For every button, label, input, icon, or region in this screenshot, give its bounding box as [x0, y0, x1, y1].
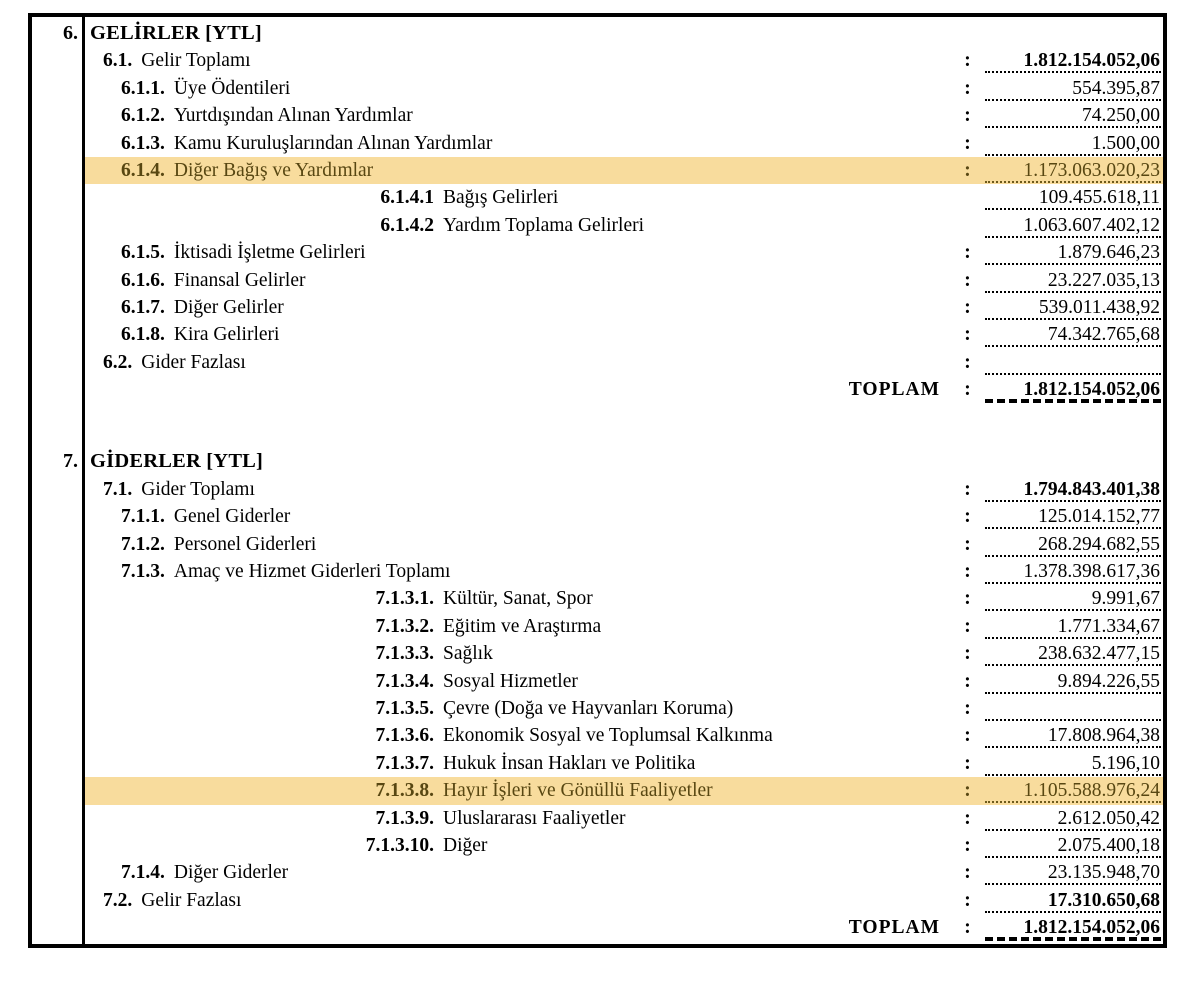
row-colon: : — [964, 725, 971, 747]
row-value: 17.808.964,38 — [985, 722, 1161, 748]
row-value — [985, 695, 1161, 721]
row-value: 1.879.646,23 — [985, 239, 1161, 265]
table-row — [85, 750, 1163, 777]
row-number: 7.1.1. — [121, 506, 165, 528]
row-value: 9.991,67 — [985, 585, 1161, 611]
row-colon: : — [964, 242, 971, 264]
row-number: 7.1.3.5. — [375, 697, 434, 719]
row-label-area — [121, 267, 950, 294]
section-title: GİDERLER [YTL] — [90, 450, 264, 473]
row-number: 6.1.4. — [121, 159, 165, 181]
section-7 — [63, 448, 1163, 941]
row-label: Yardım Toplama Gelirleri — [443, 214, 645, 236]
row-label-area — [103, 349, 950, 376]
row-label: Çevre (Doğa ve Hayvanları Koruma) — [443, 697, 734, 719]
row-number: 7.1.3.3. — [375, 643, 434, 665]
row-number: 7.2. — [103, 889, 133, 911]
row-value: 1.794.843.401,38 — [985, 476, 1161, 502]
total-colon: : — [964, 917, 971, 939]
section-number: 7. — [63, 450, 78, 473]
row-label-area — [85, 832, 950, 859]
row-value: 554.395,87 — [985, 75, 1161, 101]
table-row — [85, 859, 1163, 886]
section-header — [63, 20, 1163, 47]
row-value: 74.342.765,68 — [985, 321, 1161, 347]
row-label-area — [85, 750, 950, 777]
table-row — [85, 321, 1163, 348]
table-row — [85, 832, 1163, 859]
row-value: 9.894.226,55 — [985, 668, 1161, 694]
table-row — [85, 722, 1163, 749]
row-label: Diğer Giderler — [173, 862, 289, 884]
row-label: Diğer — [443, 834, 488, 856]
row-number: 6.1.4.1 — [380, 187, 434, 209]
table-row — [85, 531, 1163, 558]
row-colon: : — [964, 889, 971, 911]
row-label-area — [103, 887, 950, 914]
row-colon: : — [964, 670, 971, 692]
table-row — [85, 294, 1163, 321]
row-value: 238.632.477,15 — [985, 640, 1161, 666]
table-row — [85, 47, 1163, 74]
row-label: Üye Ödentileri — [173, 77, 291, 99]
row-number: 7.1.3.10. — [365, 834, 434, 856]
row-number: 7.1.2. — [121, 533, 165, 555]
table-row — [85, 887, 1163, 914]
row-value: 2.075.400,18 — [985, 832, 1161, 858]
row-label-area — [121, 321, 950, 348]
row-label: Kamu Kuruluşlarından Alınan Yardımlar — [173, 132, 493, 154]
row-label-area — [103, 476, 950, 503]
row-label-area — [121, 130, 950, 157]
row-label-area — [85, 212, 950, 239]
table-row — [85, 212, 1163, 239]
total-label-area — [85, 914, 950, 941]
table-row — [85, 805, 1163, 832]
row-value: 109.455.618,11 — [985, 184, 1161, 210]
row-label: Gider Fazlası — [141, 351, 246, 373]
row-number: 6.2. — [103, 351, 133, 373]
row-label: Gelir Toplamı — [141, 50, 251, 72]
row-value — [985, 349, 1161, 375]
table-row — [85, 102, 1163, 129]
row-label: Diğer Gelirler — [173, 296, 284, 318]
row-colon: : — [964, 159, 971, 181]
row-number: 7.1.3.1. — [375, 588, 434, 610]
row-number: 6.1.6. — [121, 269, 165, 291]
row-label-area — [85, 640, 950, 667]
row-colon: : — [964, 478, 971, 500]
row-label-area — [121, 558, 950, 585]
row-number: 6.1.7. — [121, 296, 165, 318]
table-row — [85, 613, 1163, 640]
row-label-area — [85, 777, 950, 804]
table-row — [85, 130, 1163, 157]
row-label-area — [121, 859, 950, 886]
row-label: Eğitim ve Araştırma — [443, 615, 602, 637]
row-value: 1.500,00 — [985, 130, 1161, 156]
row-label: Amaç ve Hizmet Giderleri Toplamı — [173, 561, 451, 583]
row-colon: : — [964, 643, 971, 665]
section-header — [63, 448, 1163, 475]
total-value: 1.812.154.052,06 — [985, 914, 1161, 941]
row-colon: : — [964, 752, 971, 774]
row-label: Bağış Gelirleri — [443, 187, 559, 209]
row-colon: : — [964, 615, 971, 637]
row-label: Genel Giderler — [173, 506, 291, 528]
row-number: 6.1.8. — [121, 324, 165, 346]
row-number: 6.1.1. — [121, 77, 165, 99]
row-colon: : — [964, 269, 971, 291]
row-colon: : — [964, 862, 971, 884]
row-label-area — [121, 294, 950, 321]
row-value: 5.196,10 — [985, 750, 1161, 776]
row-colon: : — [964, 132, 971, 154]
row-colon: : — [964, 50, 971, 72]
row-number: 7.1. — [103, 478, 133, 500]
row-label-area — [121, 102, 950, 129]
row-value: 268.294.682,55 — [985, 531, 1161, 557]
row-label-area — [85, 613, 950, 640]
row-label: Kira Gelirleri — [173, 324, 280, 346]
row-value: 1.173.063.020,23 — [985, 157, 1161, 183]
row-value: 1.063.607.402,12 — [985, 212, 1161, 238]
row-number: 7.1.3.7. — [375, 752, 434, 774]
row-label: Diğer Bağış ve Yardımlar — [173, 159, 374, 181]
row-colon: : — [964, 506, 971, 528]
row-number: 6.1.2. — [121, 105, 165, 127]
row-label-area — [85, 184, 950, 211]
total-colon: : — [964, 379, 971, 401]
table-row — [85, 668, 1163, 695]
row-label: Gider Toplamı — [141, 478, 255, 500]
table-row-highlighted — [85, 777, 1163, 804]
row-value: 125.014.152,77 — [985, 503, 1161, 529]
row-colon: : — [964, 77, 971, 99]
row-label-area — [85, 585, 950, 612]
row-number: 7.1.3.9. — [375, 807, 434, 829]
row-value: 1.105.588.976,24 — [985, 777, 1161, 803]
row-colon: : — [964, 807, 971, 829]
row-label-area — [85, 695, 950, 722]
table-row — [85, 349, 1163, 376]
row-colon: : — [964, 351, 971, 373]
table-row — [85, 184, 1163, 211]
table-row — [85, 585, 1163, 612]
row-value: 1.378.398.617,36 — [985, 558, 1161, 584]
total-row — [85, 914, 1163, 941]
row-value: 2.612.050,42 — [985, 805, 1161, 831]
row-label-area — [121, 531, 950, 558]
row-label: Personel Giderleri — [173, 533, 317, 555]
row-label-area — [103, 47, 950, 74]
row-label: Finansal Gelirler — [173, 269, 306, 291]
row-colon: : — [964, 834, 971, 856]
row-number: 7.1.3.8. — [375, 780, 434, 802]
row-colon: : — [964, 533, 971, 555]
row-label: Ekonomik Sosyal ve Toplumsal Kalkınma — [443, 725, 773, 747]
row-label: Gelir Fazlası — [141, 889, 242, 911]
row-number: 7.1.3.2. — [375, 615, 434, 637]
total-label-area — [85, 376, 950, 403]
row-number: 7.1.4. — [121, 862, 165, 884]
row-number: 6.1. — [103, 50, 133, 72]
total-row — [85, 376, 1163, 403]
financial-statement-page — [28, 13, 1167, 948]
table-row — [85, 503, 1163, 530]
row-label-area — [121, 75, 950, 102]
row-label: Yurtdışından Alınan Yardımlar — [173, 105, 413, 127]
row-colon: : — [964, 105, 971, 127]
table-row — [85, 558, 1163, 585]
row-label-area — [121, 503, 950, 530]
section-number: 6. — [63, 22, 78, 44]
row-value: 23.227.035,13 — [985, 267, 1161, 293]
row-value: 1.812.154.052,06 — [985, 47, 1161, 73]
section-title: GELİRLER [YTL] — [90, 22, 262, 44]
row-number: 7.1.3.4. — [375, 670, 434, 692]
row-number: 7.1.3. — [121, 561, 165, 583]
row-number: 6.1.3. — [121, 132, 165, 154]
row-value: 1.771.334,67 — [985, 613, 1161, 639]
row-label-area — [121, 157, 950, 184]
table-row — [85, 239, 1163, 266]
row-label: Sosyal Hizmetler — [443, 670, 578, 692]
row-value: 23.135.948,70 — [985, 859, 1161, 885]
row-number: 6.1.4.2 — [380, 214, 434, 236]
section-6 — [63, 20, 1163, 403]
row-colon: : — [964, 780, 971, 802]
total-label: TOPLAM — [848, 917, 940, 939]
table-row — [85, 640, 1163, 667]
row-value: 539.011.438,92 — [985, 294, 1161, 320]
row-colon: : — [964, 324, 971, 346]
table-row — [85, 75, 1163, 102]
row-value: 17.310.650,68 — [985, 887, 1161, 913]
row-label: Hayır İşleri ve Gönüllü Faaliyetler — [443, 780, 713, 802]
row-label: İktisadi İşletme Gelirleri — [173, 242, 366, 264]
row-colon: : — [964, 561, 971, 583]
row-label-area — [85, 805, 950, 832]
total-label: TOPLAM — [848, 379, 940, 401]
row-colon: : — [964, 296, 971, 318]
statement-body — [63, 20, 1163, 942]
row-label: Uluslararası Faaliyetler — [443, 807, 626, 829]
row-colon: : — [964, 588, 971, 610]
row-label-area — [85, 722, 950, 749]
table-row — [85, 267, 1163, 294]
row-value: 74.250,00 — [985, 102, 1161, 128]
row-label-area — [85, 668, 950, 695]
table-row-highlighted — [85, 157, 1163, 184]
row-label: Hukuk İnsan Hakları ve Politika — [443, 752, 696, 774]
total-value: 1.812.154.052,06 — [985, 376, 1161, 403]
row-label-area — [121, 239, 950, 266]
row-label: Sağlık — [443, 643, 493, 665]
row-number: 7.1.3.6. — [375, 725, 434, 747]
row-label: Kültür, Sanat, Spor — [443, 588, 593, 610]
table-row — [85, 695, 1163, 722]
table-row — [85, 476, 1163, 503]
row-colon: : — [964, 697, 971, 719]
row-number: 6.1.5. — [121, 242, 165, 264]
